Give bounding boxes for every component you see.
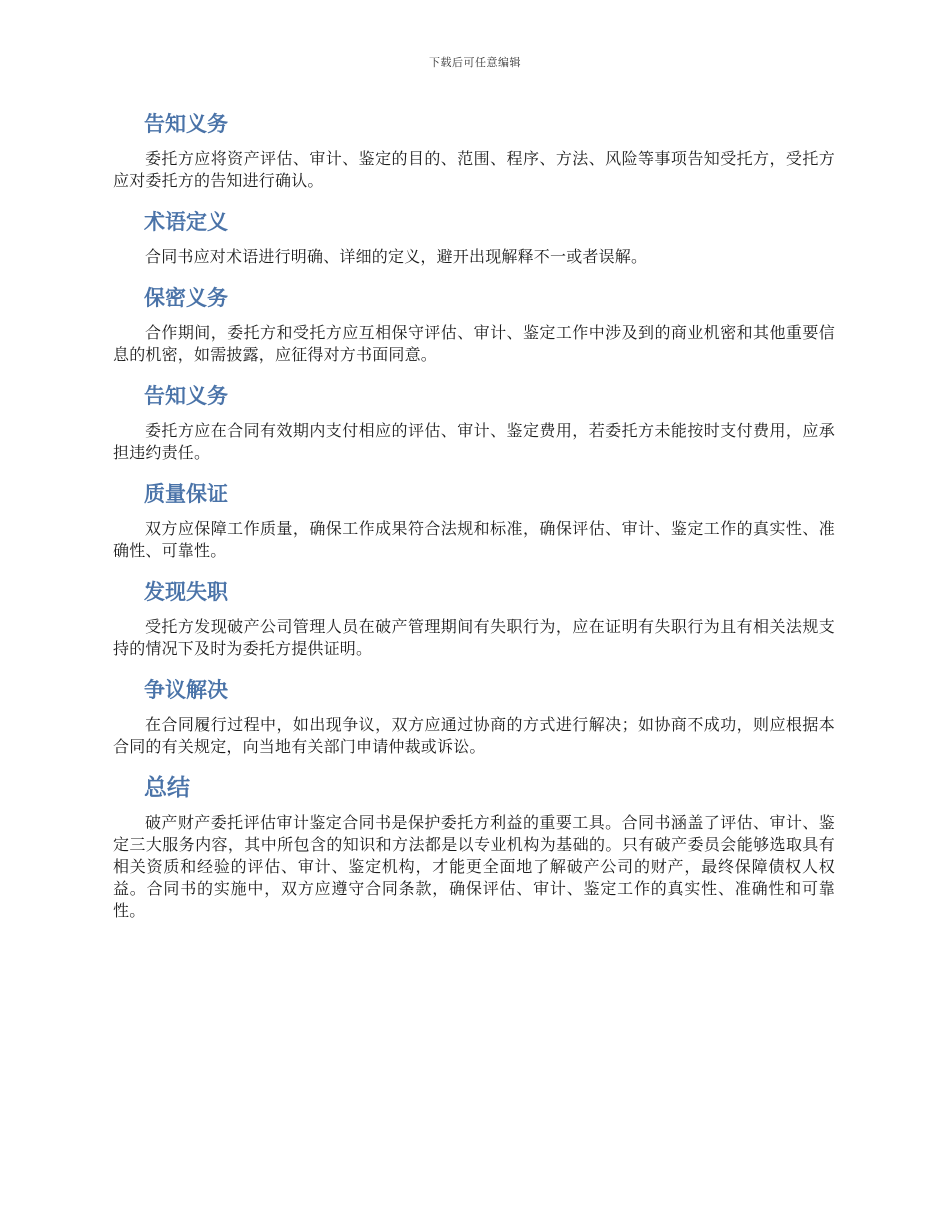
section-paragraph: 在合同履行过程中，如出现争议，双方应通过协商的方式进行解决；如协商不成功，则应根据本合同的有关规定，向当地有关部门申请仲裁或诉讼。 [113,715,835,756]
section-title: 术语定义 [144,210,228,234]
section-paragraph: 合同书应对术语进行明确、详细的定义，避开出现解释不一或者误解。 [145,247,648,266]
section-paragraph: 破产财产委托评估审计鉴定合同书是保护委托方利益的重要工具。合同书涵盖了评估、审计、鉴定三大服务内容，其中所包含的知识和方法都是以专业机构为基础的。只有破产委员会能够选取具有相关资质和经验的评估、审计、鉴定机构，才能更全面地了解破产公司的财产，最终保障债权人权益。合同书的实施中，双方应遵守合同条款，确保评估、审计、鉴定工作的真实性、准确性和可靠性。 [113,813,835,920]
section-title: 争议解决 [144,678,228,702]
section-confidentiality [113,282,835,366]
section-title: 发现失职 [144,580,228,604]
section-title: 告知义务 [144,112,228,136]
section-paragraph: 受托方发现破产公司管理人员在破产管理期间有失职行为，应在证明有失职行为且有相关法规支持的情况下及时为委托方提供证明。 [113,617,835,658]
section-title: 总结 [144,775,190,801]
section-paragraph: 委托方应将资产评估、审计、鉴定的目的、范围、程序、方法、风险等事项告知受托方，受托方应对委托方的告知进行确认。 [113,149,835,190]
section-notification-duty [113,108,835,192]
section-paragraph: 双方应保障工作质量，确保工作成果符合法规和标准，确保评估、审计、鉴定工作的真实性、准确性、可靠性。 [113,519,835,560]
section-payment-duty [113,380,835,464]
section-paragraph: 委托方应在合同有效期内支付相应的评估、审计、鉴定费用，若委托方未能按时支付费用，应承担违约责任。 [113,421,835,462]
document-body [113,108,835,936]
section-dispute-resolution [113,674,835,758]
section-quality-assurance [113,478,835,562]
section-title: 保密义务 [144,286,228,310]
section-term-definition [113,206,835,268]
section-title: 告知义务 [144,384,228,408]
section-paragraph: 合作期间，委托方和受托方应互相保守评估、审计、鉴定工作中涉及到的商业机密和其他重要信息的机密，如需披露，应征得对方书面同意。 [113,323,835,364]
section-misconduct-discovery [113,576,835,660]
section-summary [113,772,835,922]
page-header-note: 下载后可任意编辑 [429,56,521,69]
section-title: 质量保证 [144,482,228,506]
